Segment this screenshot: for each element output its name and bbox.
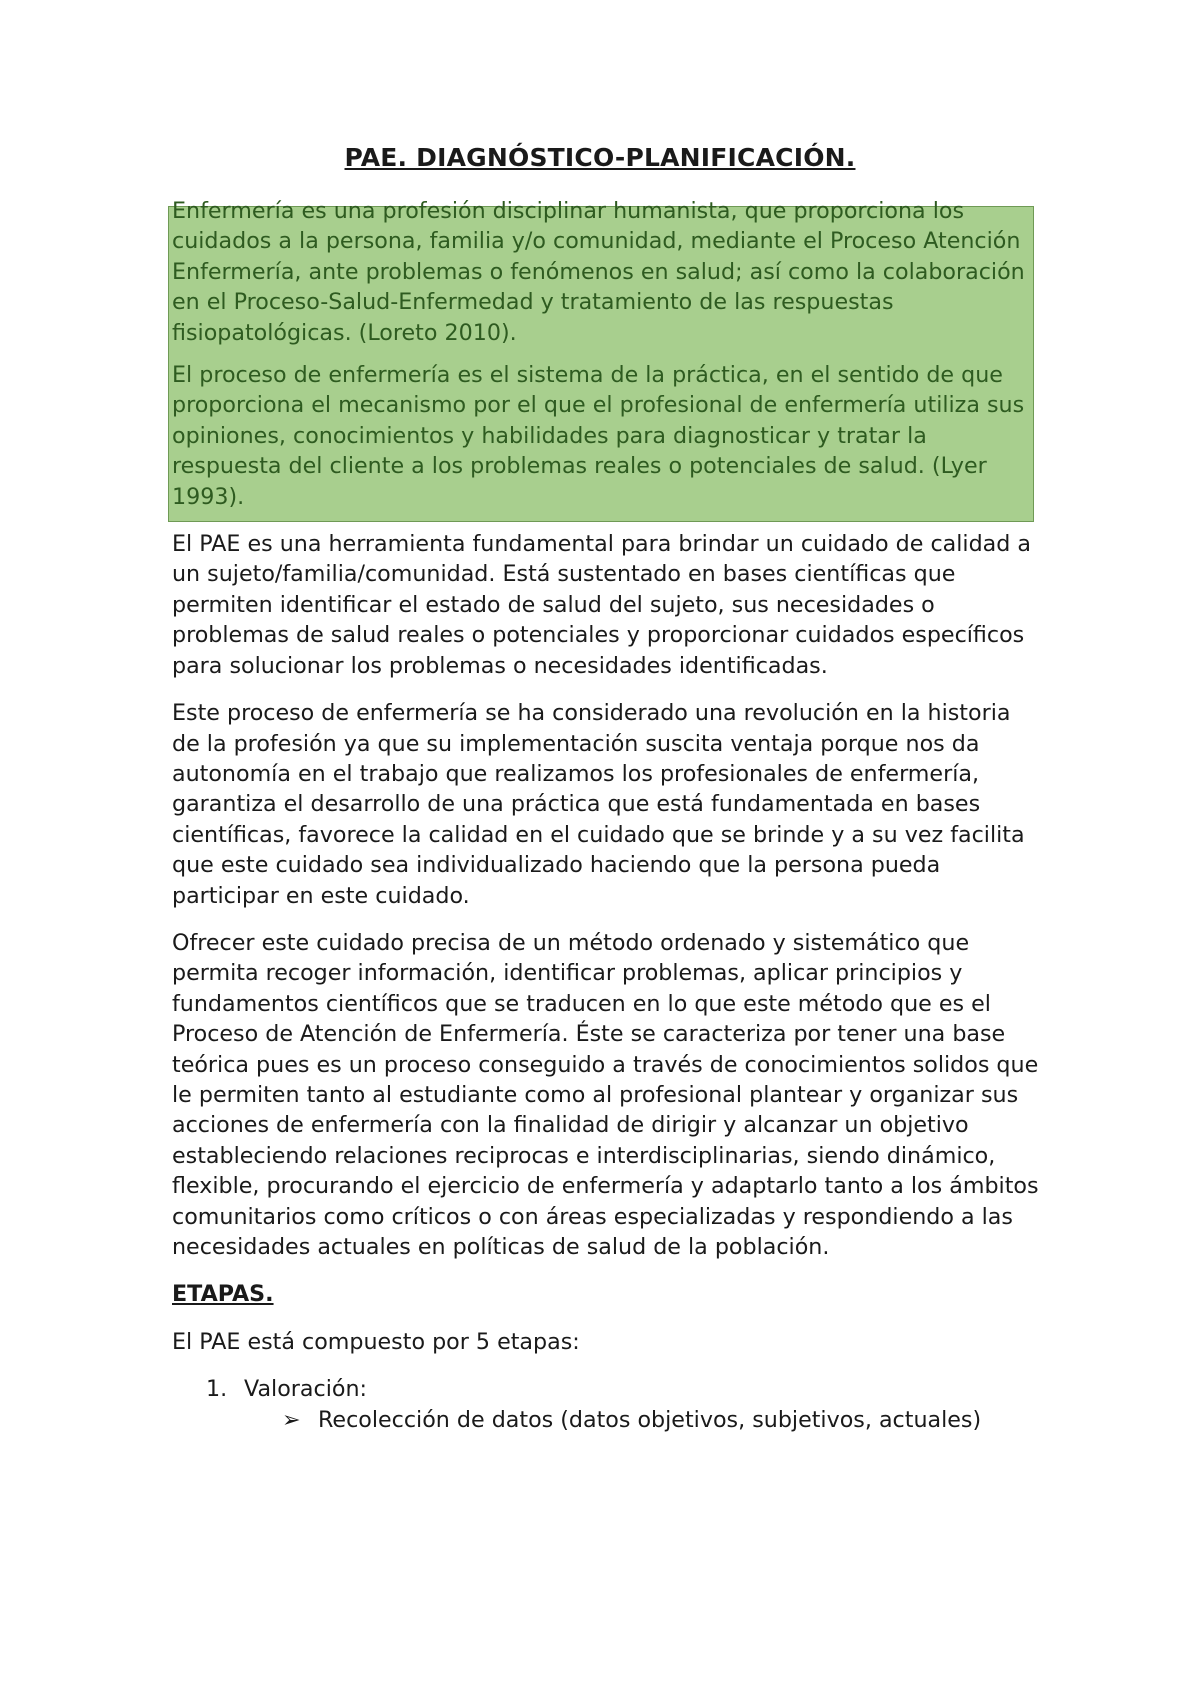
section-intro: El PAE está compuesto por 5 etapas:: [172, 1328, 580, 1355]
section-heading: ETAPAS.: [172, 1281, 274, 1308]
list-item: [172, 1374, 1040, 1404]
body-paragraph: Ofrecer este cuidado precisa de un método ordenado y sistemático que permita recoger información, identificar problemas, aplicar principios y fundamentos científicos que se traducen en lo que este método que es el Proceso de Atención de Enfermería. Éste se caracteriza por tener una base teórica pues es un proceso conseguido a través de conocimientos solidos que le permiten tanto al estudiante como al profesional plantear y organizar sus acciones de enfermería con la finalidad de dirigir y alcanzar un objetivo estableciendo relaciones reciprocas e interdisciplinarias, siendo dinámico, flexible, procurando el ejercicio de enfermería y adaptarlo tanto a los ámbitos comunitarios como críticos o con áreas especializadas y respondiendo a las necesidades actuales en políticas de salud de la población.: [172, 929, 1039, 1260]
sub-list-item: [172, 1405, 1040, 1435]
document-body: [172, 196, 1040, 1435]
body-paragraph: El PAE es una herramienta fundamental para brindar un cuidado de calidad a un sujeto/familia/comunidad. Está sustentado en bases científicas que permiten identificar el estado de salud del sujeto, sus necesidades o problemas de salud reales o potenciales y proporcionar cuidados específicos para solucionar los problemas o necesidades identificadas.: [172, 531, 1031, 679]
page-title: PAE. DIAGNÓSTICO-PLANIFICACIÓN.: [344, 143, 856, 172]
list-item-label: Valoración:: [244, 1376, 367, 1403]
list-item-number: 1.: [206, 1376, 228, 1403]
arrow-bullet-icon: ➢: [282, 1406, 301, 1433]
intro-paragraph: El proceso de enfermería es el sistema de la práctica, en el sentido de que proporciona el mecanismo por el que el profesional de enfermería utiliza sus opiniones, conocimientos y habilidades para diagnosticar y tratar la respuesta del cliente a los problemas reales o potenciales de salud. (Lyer 1993).: [172, 362, 1025, 510]
sub-list-item-text: Recolección de datos (datos objetivos, subjetivos, actuales): [318, 1406, 982, 1433]
body-paragraph: Este proceso de enfermería se ha considerado una revolución en la historia de la profesión ya que su implementación suscita ventaja porque nos da autonomía en el trabajo que realizamos los profesionales de enfermería, garantiza el desarrollo de una práctica que está fundamentada en bases científicas, favorece la calidad en el cuidado que se brinde y a su vez facilita que este cuidado sea individualizado haciendo que la persona pueda participar en este cuidado.: [172, 700, 1025, 909]
intro-paragraph: Enfermería es una profesión disciplinar humanista, que proporciona los cuidados a la persona, familia y/o comunidad, mediante el Proceso Atención Enfermería, ante problemas o fenómenos en salud; así como la colaboración en el Proceso-Salud-Enfermedad y tratamiento de las respuestas fisiopatológicas. (Loreto 2010).: [172, 198, 1025, 346]
